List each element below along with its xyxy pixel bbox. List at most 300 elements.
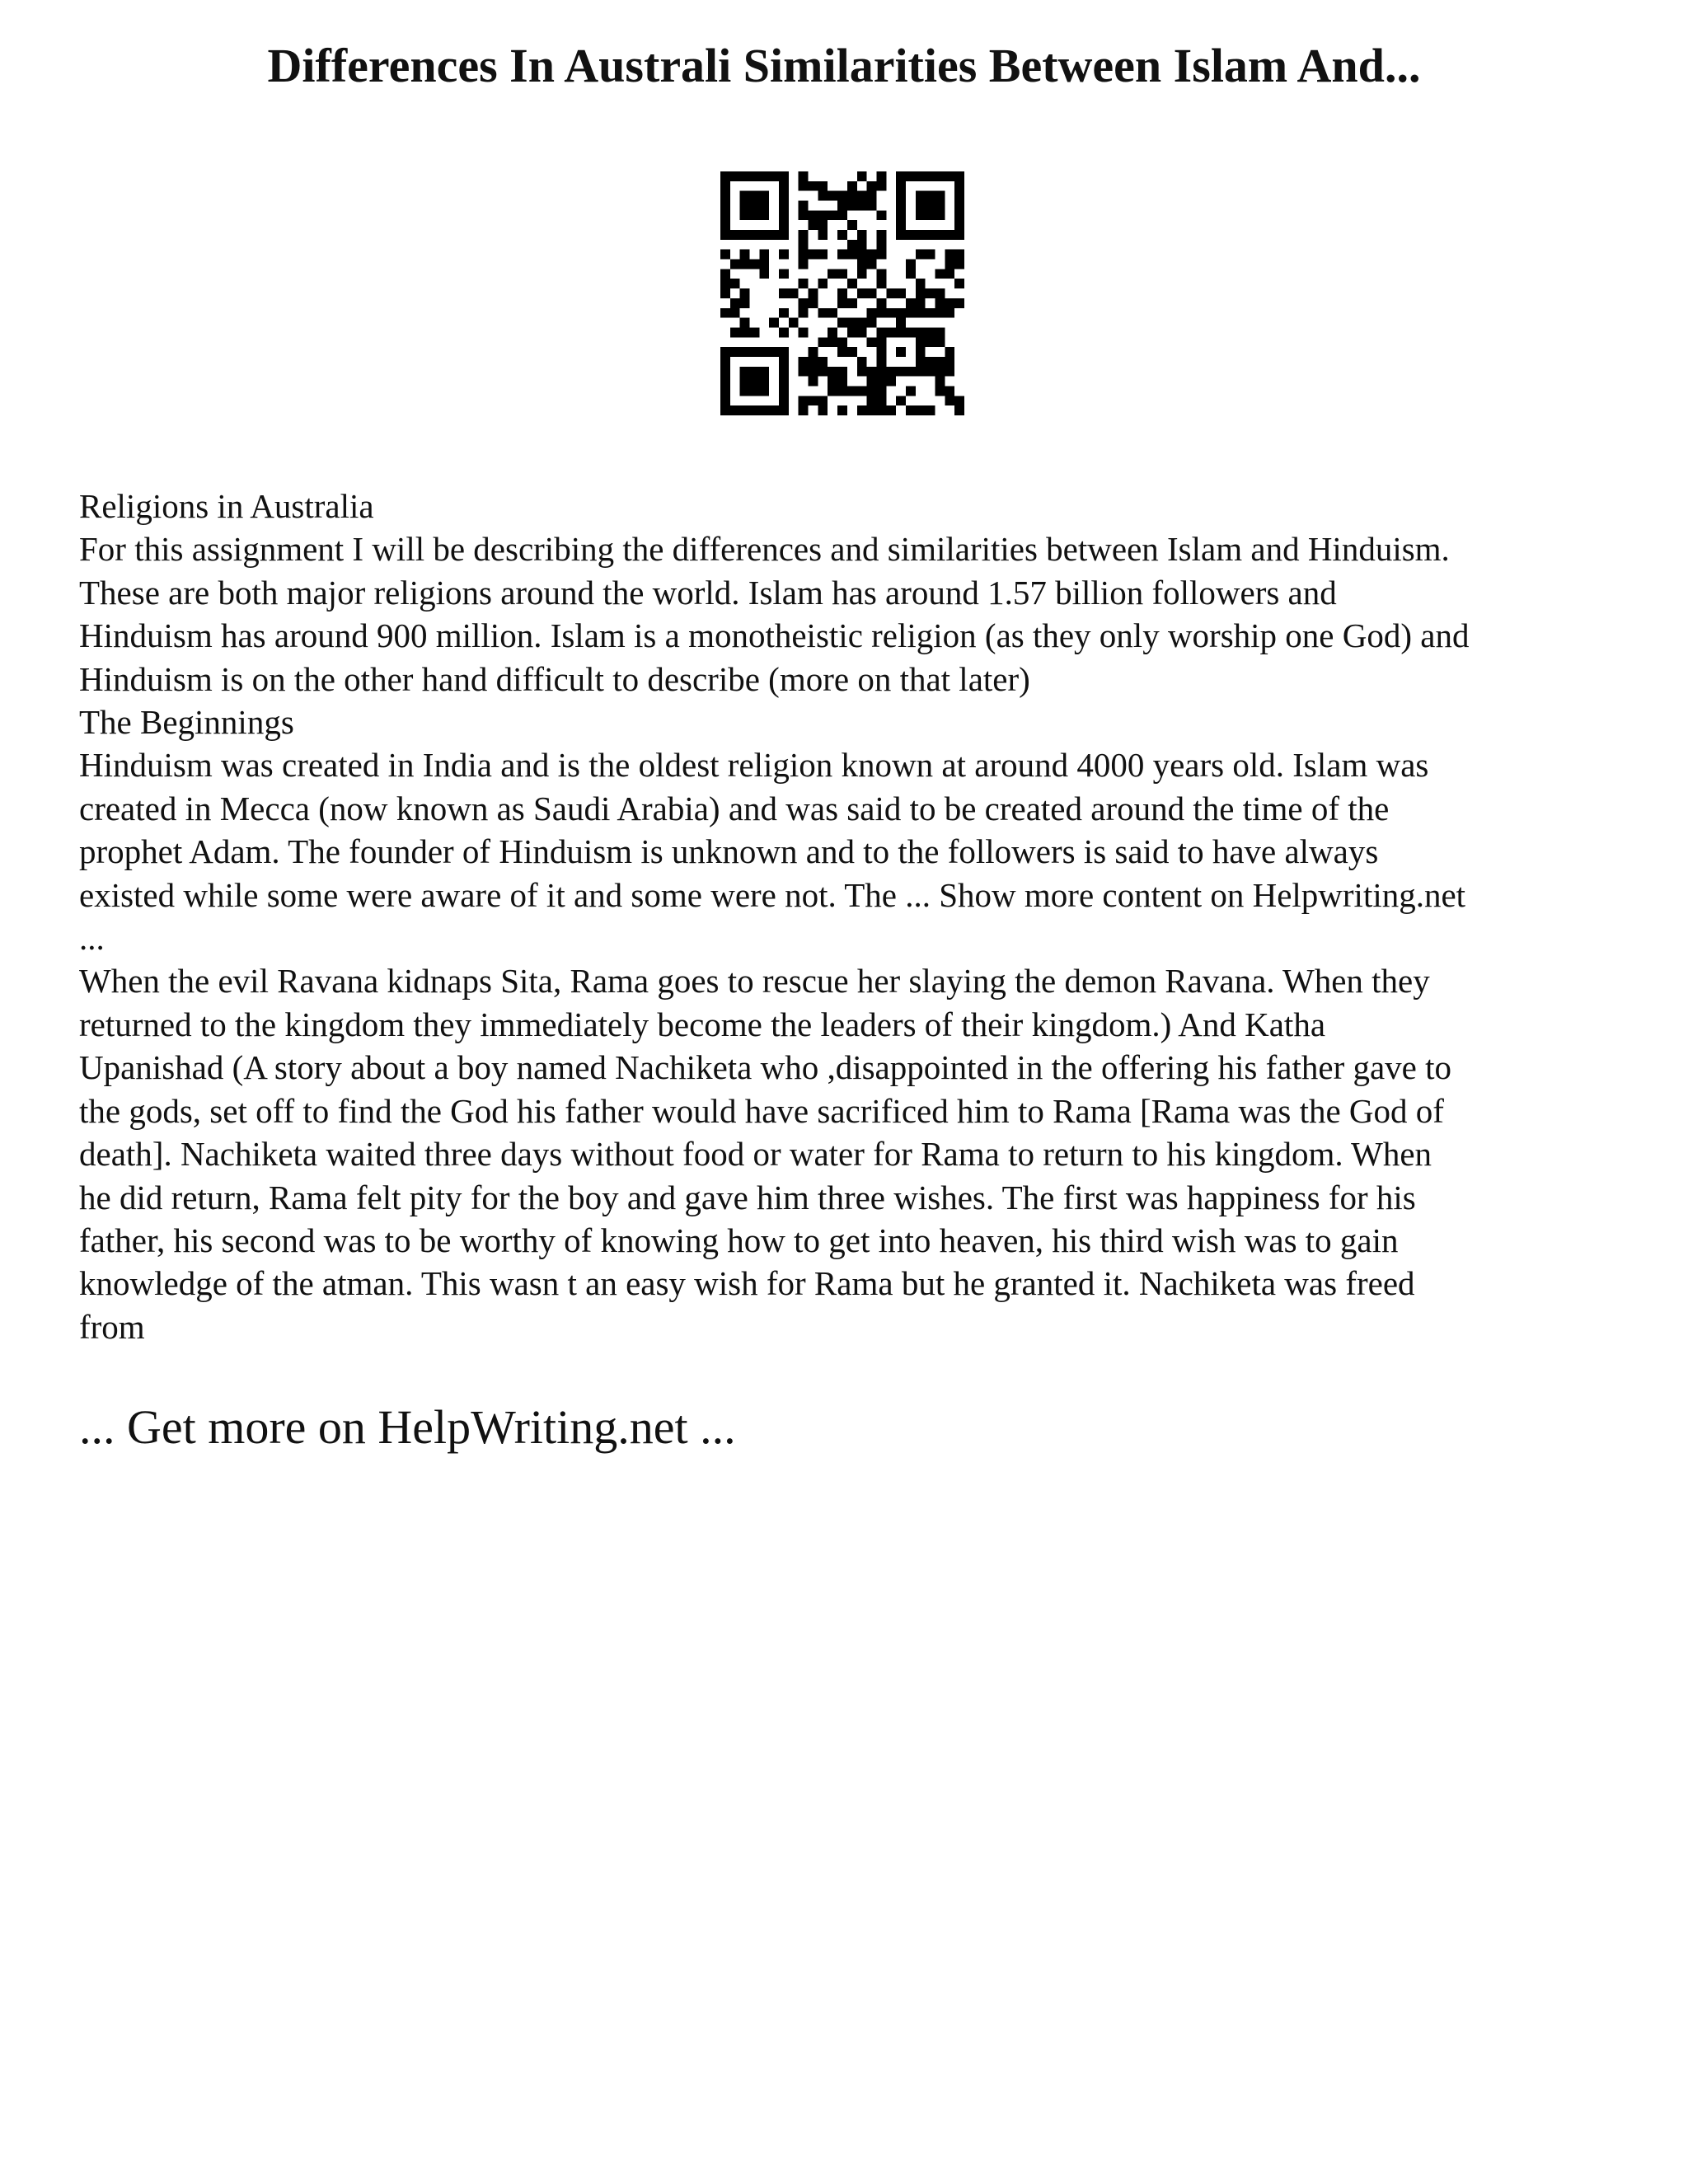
qr-module bbox=[799, 210, 809, 220]
qr-module bbox=[799, 308, 809, 318]
qr-module bbox=[876, 357, 886, 367]
qr-module bbox=[837, 386, 847, 396]
qr-module bbox=[876, 171, 886, 181]
qr-module bbox=[916, 347, 926, 357]
qr-module bbox=[867, 201, 877, 211]
qr-module bbox=[750, 191, 760, 201]
qr-module bbox=[779, 210, 789, 220]
qr-module bbox=[896, 181, 906, 191]
qr-module bbox=[740, 327, 750, 337]
qr-module bbox=[906, 260, 916, 269]
qr-module bbox=[847, 327, 857, 337]
qr-module bbox=[886, 288, 896, 298]
body-line: Hinduism was created in India and is the oldest religion known at around 4000 years old. Islam was bbox=[79, 746, 1429, 785]
qr-module bbox=[818, 396, 828, 405]
qr-module bbox=[759, 230, 769, 240]
qr-module bbox=[750, 171, 760, 181]
qr-module bbox=[740, 230, 750, 240]
qr-module bbox=[867, 386, 877, 396]
qr-module bbox=[867, 181, 877, 191]
qr-module bbox=[789, 318, 799, 328]
qr-module bbox=[906, 386, 916, 396]
qr-module bbox=[750, 367, 760, 377]
qr-module bbox=[906, 405, 916, 415]
qr-module bbox=[818, 220, 828, 230]
qr-module bbox=[818, 230, 828, 240]
qr-module bbox=[916, 337, 926, 347]
qr-module bbox=[847, 386, 857, 396]
qr-module bbox=[779, 220, 789, 230]
qr-module bbox=[896, 367, 906, 377]
qr-module bbox=[945, 298, 954, 308]
qr-module bbox=[857, 240, 867, 250]
qr-module bbox=[779, 201, 789, 211]
qr-module bbox=[837, 201, 847, 211]
qr-module bbox=[886, 308, 896, 318]
qr-module bbox=[720, 220, 730, 230]
qr-module bbox=[876, 250, 886, 260]
qr-module bbox=[837, 337, 847, 347]
qr-module bbox=[837, 250, 847, 260]
qr-module bbox=[857, 191, 867, 201]
qr-module bbox=[828, 367, 837, 377]
qr-module bbox=[809, 298, 818, 308]
qr-module bbox=[828, 191, 837, 201]
body-line: the gods, set off to find the God his father would have sacrificed him to Rama [Rama was the God of bbox=[79, 1091, 1444, 1130]
qr-module bbox=[837, 377, 847, 387]
qr-module bbox=[740, 260, 750, 269]
qr-module bbox=[896, 308, 906, 318]
qr-module bbox=[750, 386, 760, 396]
qr-module bbox=[906, 367, 916, 377]
qr-module bbox=[954, 405, 964, 415]
qr-module bbox=[779, 230, 789, 240]
qr-module bbox=[876, 386, 886, 396]
qr-module bbox=[876, 367, 886, 377]
qr-module bbox=[935, 191, 945, 201]
qr-module bbox=[779, 308, 789, 318]
qr-module bbox=[779, 386, 789, 396]
qr-module bbox=[916, 279, 926, 288]
qr-module bbox=[809, 396, 818, 405]
qr-module bbox=[720, 250, 730, 260]
qr-module bbox=[847, 220, 857, 230]
qr-module bbox=[896, 347, 906, 357]
qr-module bbox=[828, 377, 837, 387]
body-line: he did return, Rama felt pity for the boy and gave him three wishes. The first was happiness for his bbox=[79, 1178, 1416, 1216]
qr-module bbox=[954, 298, 964, 308]
qr-module bbox=[818, 191, 828, 201]
qr-module bbox=[730, 327, 740, 337]
qr-module bbox=[926, 191, 935, 201]
qr-module bbox=[730, 171, 740, 181]
qr-module bbox=[857, 357, 867, 367]
qr-module bbox=[896, 327, 906, 337]
qr-module bbox=[799, 201, 809, 211]
qr-module bbox=[769, 230, 779, 240]
qr-module bbox=[720, 210, 730, 220]
qr-module bbox=[916, 210, 926, 220]
qr-module bbox=[799, 260, 809, 269]
qr-module bbox=[896, 201, 906, 211]
qr-module bbox=[740, 288, 750, 298]
qr-module bbox=[916, 230, 926, 240]
qr-module bbox=[837, 367, 847, 377]
qr-module bbox=[906, 298, 916, 308]
qr-module bbox=[779, 250, 789, 260]
qr-module bbox=[837, 347, 847, 357]
qr-module bbox=[945, 367, 954, 377]
qr-module bbox=[847, 347, 857, 357]
qr-module bbox=[926, 337, 935, 347]
qr-module bbox=[857, 367, 867, 377]
qr-module bbox=[818, 405, 828, 415]
qr-module bbox=[876, 240, 886, 250]
qr-module bbox=[759, 171, 769, 181]
qr-module bbox=[730, 308, 740, 318]
qr-module bbox=[779, 367, 789, 377]
qr-module bbox=[857, 260, 867, 269]
qr-module bbox=[779, 171, 789, 181]
qr-module bbox=[720, 171, 730, 181]
qr-module bbox=[818, 367, 828, 377]
qr-module bbox=[720, 288, 730, 298]
qr-module bbox=[945, 386, 954, 396]
body-line: Hinduism has around 900 million. Islam is a monotheistic religion (as they only worship one God) and bbox=[79, 616, 1470, 655]
qr-module bbox=[818, 181, 828, 191]
qr-module bbox=[779, 357, 789, 367]
qr-module bbox=[847, 240, 857, 250]
qr-module bbox=[886, 377, 896, 387]
qr-module bbox=[867, 377, 877, 387]
qr-module bbox=[759, 260, 769, 269]
qr-module bbox=[789, 288, 799, 298]
qr-module bbox=[935, 377, 945, 387]
qr-module bbox=[906, 269, 916, 279]
qr-module bbox=[935, 288, 945, 298]
qr-module bbox=[916, 405, 926, 415]
qr-module bbox=[759, 367, 769, 377]
qr-module bbox=[809, 250, 818, 260]
qr-module bbox=[818, 308, 828, 318]
qr-module bbox=[926, 405, 935, 415]
qr-module bbox=[828, 269, 837, 279]
qr-module bbox=[779, 181, 789, 191]
qr-module bbox=[769, 171, 779, 181]
qr-module bbox=[935, 298, 945, 308]
qr-module bbox=[740, 171, 750, 181]
qr-module bbox=[945, 260, 954, 269]
qr-module bbox=[759, 210, 769, 220]
qr-module bbox=[837, 210, 847, 220]
qr-module bbox=[847, 250, 857, 260]
qr-code-icon bbox=[720, 171, 964, 415]
qr-module bbox=[954, 220, 964, 230]
qr-module bbox=[867, 396, 877, 405]
body-line[interactable]: existed while some were aware of it and some were not. The ... Show more content on Helpwriting.net bbox=[79, 875, 1466, 914]
qr-module bbox=[876, 377, 886, 387]
qr-module bbox=[945, 250, 954, 260]
qr-module bbox=[799, 250, 809, 260]
qr-module bbox=[867, 367, 877, 377]
qr-module bbox=[886, 405, 896, 415]
qr-module bbox=[740, 298, 750, 308]
qr-module bbox=[828, 386, 837, 396]
qr-module bbox=[926, 210, 935, 220]
qr-module bbox=[935, 210, 945, 220]
body-line: When the evil Ravana kidnaps Sita, Rama goes to rescue her slaying the demon Ravana. When they bbox=[79, 962, 1430, 1001]
qr-module bbox=[730, 260, 740, 269]
qr-module bbox=[926, 250, 935, 260]
qr-module bbox=[740, 201, 750, 211]
qr-module bbox=[809, 347, 818, 357]
qr-module bbox=[867, 191, 877, 201]
qr-module bbox=[818, 279, 828, 288]
qr-module bbox=[847, 201, 857, 211]
get-more-link[interactable]: ... Get more on HelpWriting.net ... bbox=[79, 1400, 736, 1454]
qr-module bbox=[730, 230, 740, 240]
qr-module bbox=[896, 171, 906, 181]
qr-module bbox=[935, 230, 945, 240]
qr-module bbox=[759, 250, 769, 260]
qr-module bbox=[935, 308, 945, 318]
qr-module bbox=[857, 171, 867, 181]
qr-module bbox=[720, 269, 730, 279]
qr-module bbox=[750, 405, 760, 415]
qr-module bbox=[926, 327, 935, 337]
qr-module bbox=[750, 377, 760, 387]
qr-module bbox=[954, 181, 964, 191]
qr-module bbox=[886, 367, 896, 377]
qr-module bbox=[916, 308, 926, 318]
qr-module bbox=[809, 220, 818, 230]
qr-module bbox=[857, 386, 867, 396]
qr-module bbox=[799, 396, 809, 405]
body-line: from bbox=[79, 1307, 145, 1346]
qr-module bbox=[867, 260, 877, 269]
qr-module bbox=[759, 386, 769, 396]
qr-module bbox=[906, 327, 916, 337]
qr-module bbox=[837, 405, 847, 415]
qr-module bbox=[906, 308, 916, 318]
qr-module bbox=[876, 396, 886, 405]
qr-module bbox=[799, 405, 809, 415]
qr-module bbox=[954, 201, 964, 211]
qr-module bbox=[809, 367, 818, 377]
qr-module bbox=[750, 347, 760, 357]
qr-module bbox=[896, 220, 906, 230]
qr-module bbox=[867, 318, 877, 328]
qr-module bbox=[954, 250, 964, 260]
qr-module bbox=[779, 327, 789, 337]
qr-module bbox=[896, 396, 906, 405]
qr-module bbox=[779, 396, 789, 405]
qr-module bbox=[759, 201, 769, 211]
qr-module bbox=[818, 250, 828, 260]
qr-module bbox=[769, 318, 779, 328]
qr-module bbox=[809, 377, 818, 387]
body-line: created in Mecca (now known as Saudi Arabia) and was said to be created around the time of the bbox=[79, 789, 1390, 827]
qr-module bbox=[876, 210, 886, 220]
body-line: Upanishad (A story about a boy named Nachiketa who ,disappointed in the offering his father gave to bbox=[79, 1048, 1452, 1087]
qr-module bbox=[720, 181, 730, 191]
qr-module bbox=[926, 308, 935, 318]
qr-module bbox=[740, 386, 750, 396]
qr-module bbox=[876, 298, 886, 308]
qr-module bbox=[837, 269, 847, 279]
qr-module bbox=[740, 318, 750, 328]
qr-module bbox=[847, 279, 857, 288]
qr-module bbox=[740, 405, 750, 415]
qr-module bbox=[876, 327, 886, 337]
qr-module bbox=[896, 230, 906, 240]
qr-module bbox=[916, 191, 926, 201]
qr-module bbox=[730, 347, 740, 357]
qr-module bbox=[809, 288, 818, 298]
qr-module bbox=[906, 171, 916, 181]
body-line: For this assignment I will be describing the differences and similarities between Islam and Hinduism. bbox=[79, 530, 1450, 569]
qr-module bbox=[876, 230, 886, 240]
qr-module bbox=[857, 318, 867, 328]
qr-module bbox=[916, 171, 926, 181]
qr-module bbox=[935, 327, 945, 337]
qr-module bbox=[720, 386, 730, 396]
qr-module bbox=[867, 250, 877, 260]
qr-module bbox=[779, 191, 789, 201]
qr-module bbox=[750, 201, 760, 211]
qr-module bbox=[916, 250, 926, 260]
qr-module bbox=[926, 367, 935, 377]
qr-module bbox=[720, 279, 730, 288]
qr-module bbox=[935, 269, 945, 279]
qr-module bbox=[926, 171, 935, 181]
qr-module bbox=[867, 405, 877, 415]
qr-module bbox=[720, 201, 730, 211]
qr-module bbox=[720, 347, 730, 357]
qr-module bbox=[857, 230, 867, 240]
qr-module bbox=[896, 288, 906, 298]
qr-module bbox=[769, 347, 779, 357]
qr-module bbox=[799, 240, 809, 250]
qr-module bbox=[935, 386, 945, 396]
qr-module bbox=[759, 269, 769, 279]
qr-module bbox=[876, 308, 886, 318]
qr-module bbox=[954, 260, 964, 269]
document-title: Differences In Australi Similarities Between Islam And... bbox=[267, 39, 1421, 92]
qr-module bbox=[945, 171, 954, 181]
qr-module bbox=[740, 250, 750, 260]
qr-module bbox=[896, 318, 906, 328]
qr-module bbox=[876, 279, 886, 288]
qr-module bbox=[857, 327, 867, 337]
body-line: death]. Nachiketa waited three days without food or water for Rama to return to his kingdom. When bbox=[79, 1135, 1432, 1174]
qr-module bbox=[916, 367, 926, 377]
qr-module bbox=[740, 210, 750, 220]
qr-module bbox=[945, 347, 954, 357]
qr-module bbox=[809, 357, 818, 367]
qr-module bbox=[720, 405, 730, 415]
qr-module bbox=[828, 210, 837, 220]
qr-module bbox=[799, 357, 809, 367]
qr-module bbox=[759, 377, 769, 387]
qr-module bbox=[906, 230, 916, 240]
qr-module bbox=[740, 367, 750, 377]
qr-module bbox=[867, 337, 877, 347]
qr-module bbox=[750, 210, 760, 220]
qr-module bbox=[720, 367, 730, 377]
qr-module bbox=[935, 357, 945, 367]
qr-module bbox=[779, 377, 789, 387]
qr-module bbox=[954, 279, 964, 288]
qr-module bbox=[720, 230, 730, 240]
qr-module bbox=[945, 396, 954, 405]
qr-module bbox=[954, 171, 964, 181]
qr-module bbox=[799, 230, 809, 240]
qr-module bbox=[828, 337, 837, 347]
qr-module bbox=[945, 269, 954, 279]
qr-module bbox=[926, 230, 935, 240]
qr-module bbox=[759, 347, 769, 357]
qr-module bbox=[857, 269, 867, 279]
qr-module bbox=[876, 337, 886, 347]
qr-module bbox=[876, 347, 886, 357]
qr-module bbox=[954, 396, 964, 405]
qr-module bbox=[954, 191, 964, 201]
qr-module bbox=[945, 308, 954, 318]
qr-module bbox=[926, 357, 935, 367]
document-body bbox=[79, 485, 1629, 1348]
qr-module bbox=[799, 327, 809, 337]
qr-module bbox=[740, 377, 750, 387]
qr-module bbox=[720, 191, 730, 201]
qr-module bbox=[799, 181, 809, 191]
body-line: The Beginnings bbox=[79, 703, 294, 742]
qr-module bbox=[750, 230, 760, 240]
qr-module bbox=[847, 191, 857, 201]
qr-module bbox=[759, 191, 769, 201]
qr-module bbox=[847, 298, 857, 308]
qr-module bbox=[769, 405, 779, 415]
qr-module bbox=[867, 288, 877, 298]
qr-module bbox=[779, 405, 789, 415]
qr-module bbox=[720, 357, 730, 367]
qr-module bbox=[750, 260, 760, 269]
body-line: father, his second was to be worthy of knowing how to get into heaven, his third wish was to gain bbox=[79, 1221, 1399, 1259]
qr-module bbox=[935, 201, 945, 211]
qr-module bbox=[740, 191, 750, 201]
body-line: Hinduism is on the other hand difficult to describe (more on that later) bbox=[79, 659, 1030, 698]
qr-module bbox=[876, 181, 886, 191]
qr-module bbox=[857, 288, 867, 298]
qr-module bbox=[837, 318, 847, 328]
qr-module bbox=[847, 181, 857, 191]
body-line: knowledge of the atman. This wasn t an easy wish for Rama but he granted it. Nachiketa was freed bbox=[79, 1264, 1415, 1303]
qr-module bbox=[857, 250, 867, 260]
qr-module bbox=[867, 308, 877, 318]
qr-module bbox=[818, 337, 828, 347]
body-line: Religions in Australia bbox=[79, 487, 374, 525]
qr-module bbox=[954, 210, 964, 220]
qr-module bbox=[857, 405, 867, 415]
qr-module bbox=[886, 327, 896, 337]
qr-module bbox=[730, 279, 740, 288]
qr-module bbox=[837, 298, 847, 308]
qr-module bbox=[818, 357, 828, 367]
body-line: ... bbox=[79, 919, 105, 958]
qr-module bbox=[837, 288, 847, 298]
qr-module bbox=[935, 337, 945, 347]
qr-module bbox=[876, 269, 886, 279]
